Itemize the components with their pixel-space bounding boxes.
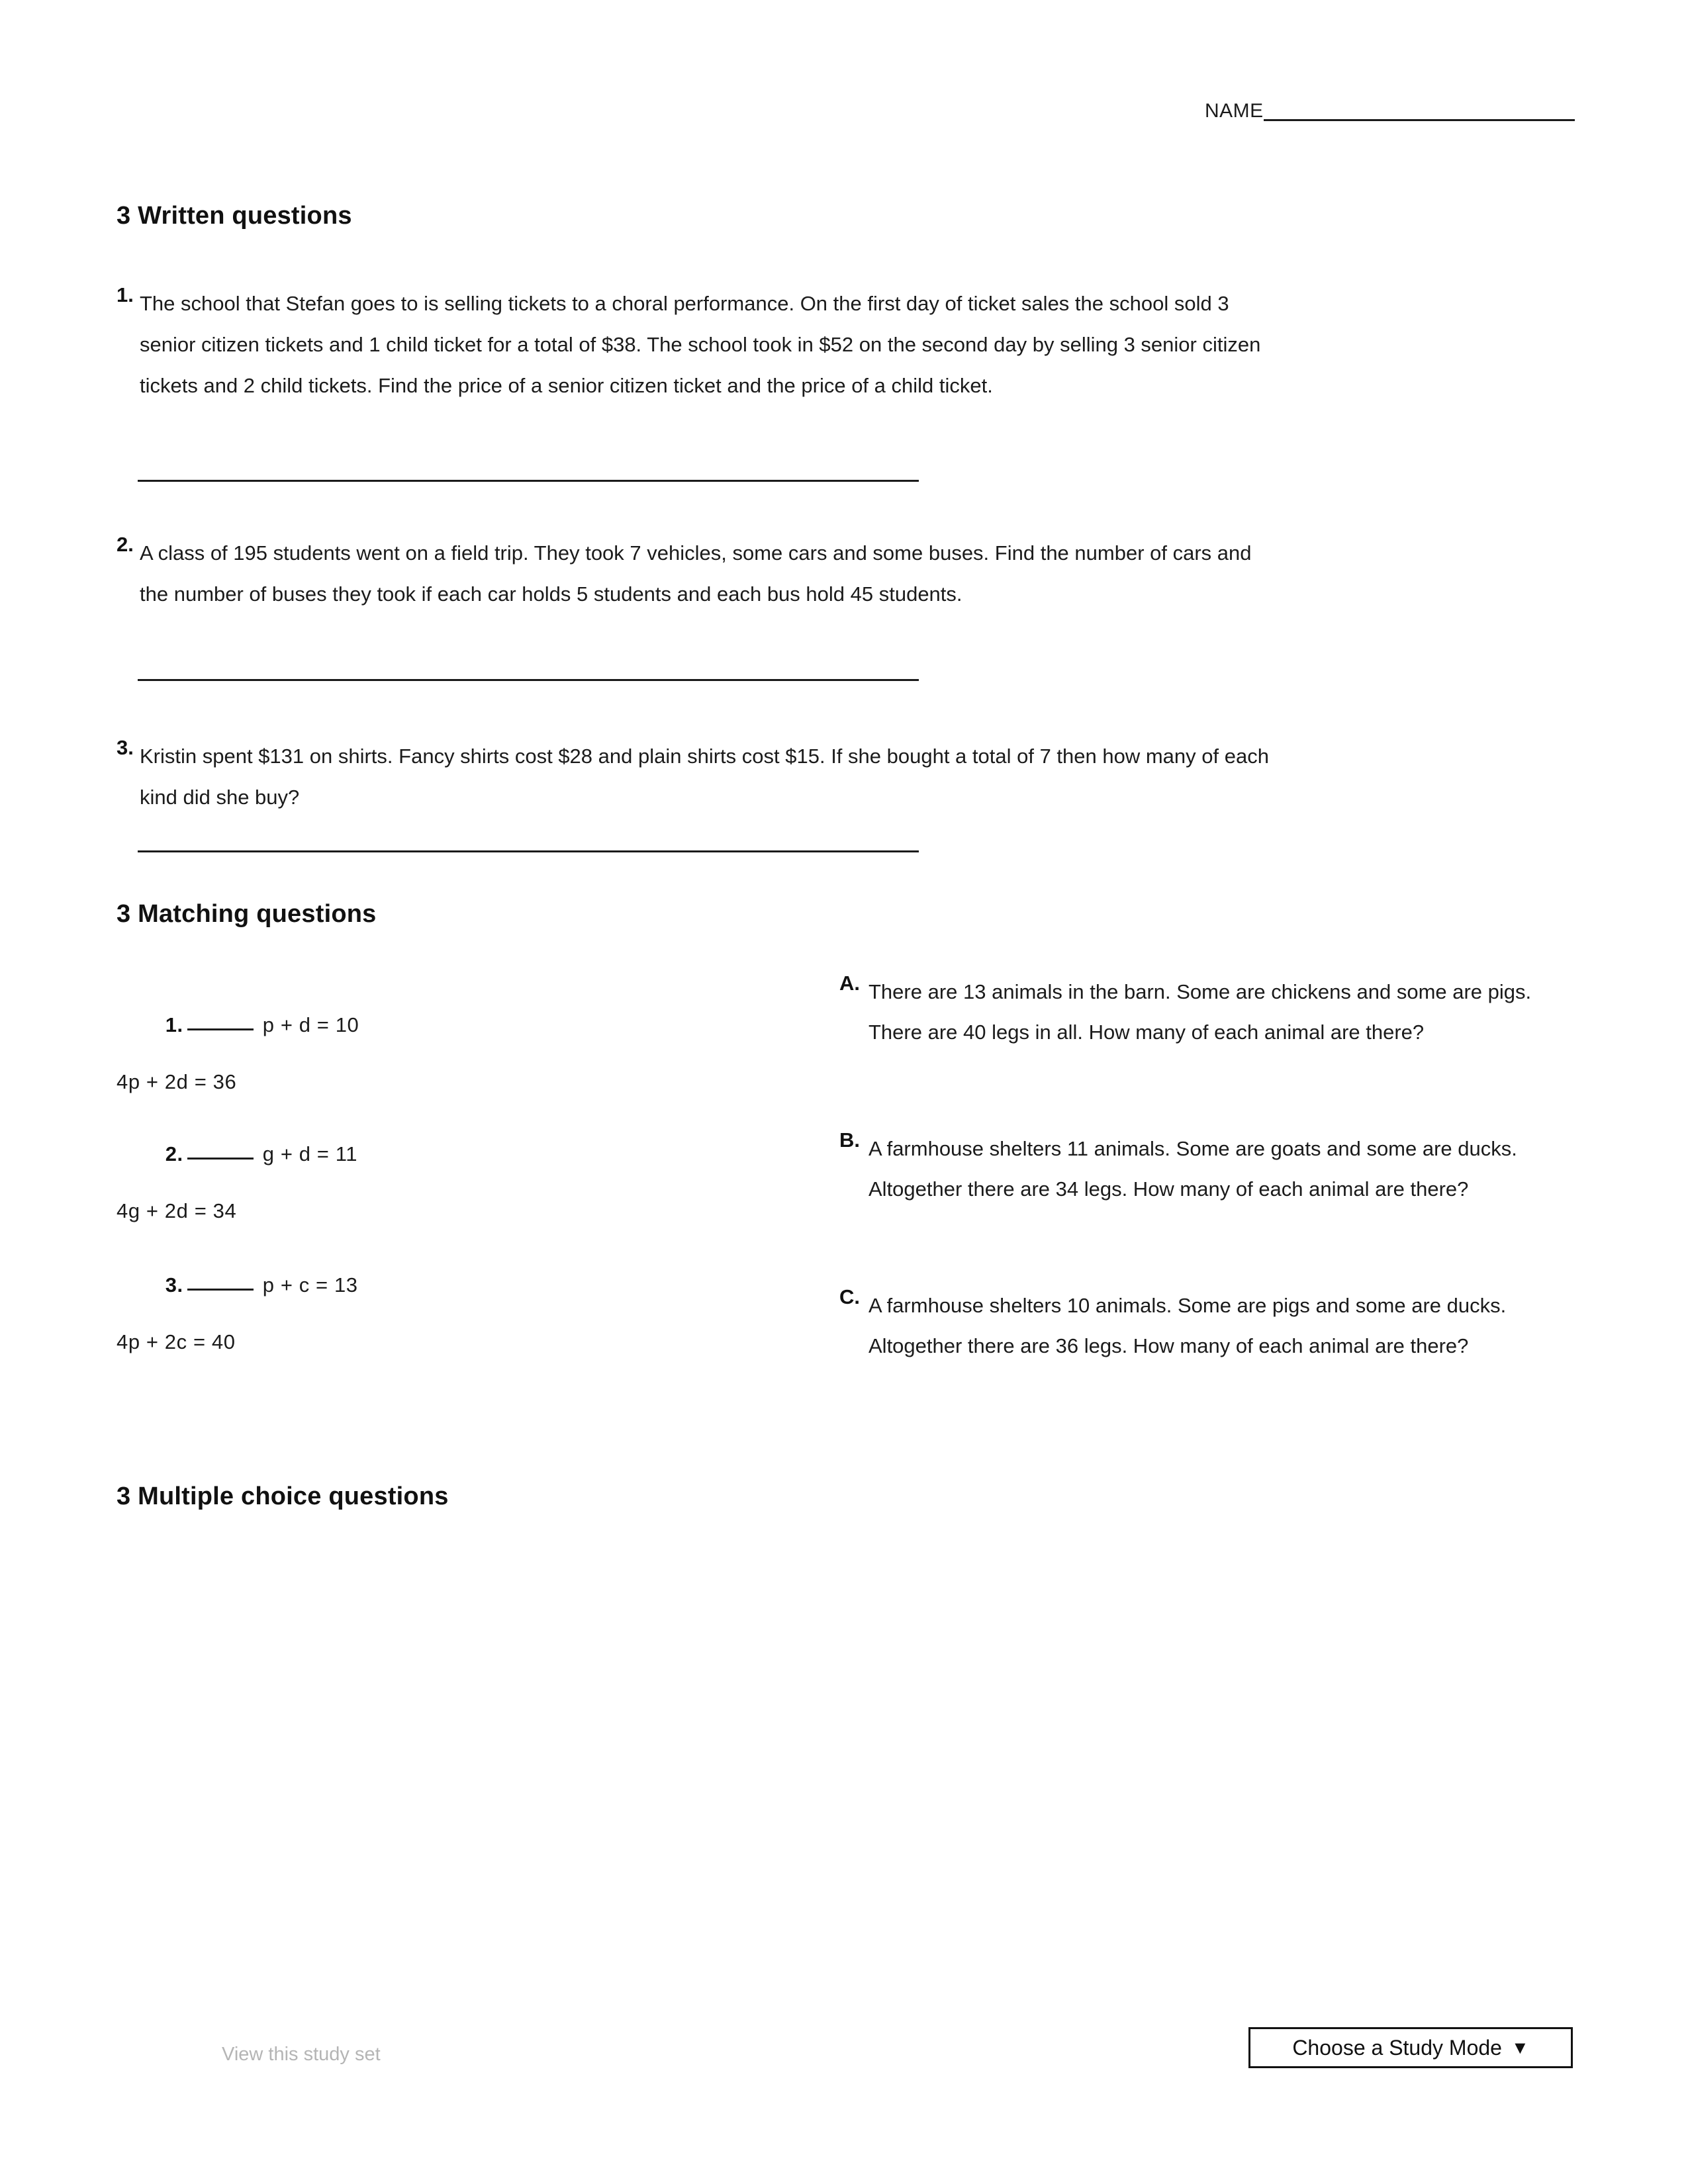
matching-answer-blank[interactable]	[187, 1014, 254, 1030]
matching-choice-letter: B.	[839, 1128, 860, 1152]
answer-line-1[interactable]	[138, 480, 919, 482]
matching-answer-blank[interactable]	[187, 1143, 254, 1160]
name-blank-line[interactable]	[1264, 99, 1575, 121]
matching-item-row	[117, 1118, 712, 1190]
written-question-number: 1.	[117, 283, 134, 306]
matching-questions-heading: 3 Matching questions	[117, 900, 377, 928]
matching-choice-letter: A.	[839, 972, 860, 995]
matching-answer-blank[interactable]	[187, 1274, 254, 1291]
matching-equation-2: 4g + 2d = 34	[117, 1199, 237, 1222]
written-question-text: The school that Stefan goes to is selling tickets to a choral performance. On the first day of ticket sales the school sold 3 senior citizen tickets and 1 child ticket for a total of $38. The school took in $52 on the second day by selling 3 senior citizen tickets and 2 child tickets. Find the price of a senior citizen ticket and the price of a child ticket.	[140, 292, 1261, 397]
written-questions-heading: 3 Written questions	[117, 202, 352, 230]
written-question-text: A class of 195 students went on a field trip. They took 7 vehicles, some cars and some buses. Find the number of cars and the number of buses they took if each car holds 5 students and each bus hold 45 students.	[140, 541, 1252, 606]
matching-item-number: 1.	[165, 1013, 183, 1036]
matching-choice-b	[839, 1128, 1587, 1209]
name-label: NAME	[1205, 100, 1264, 122]
matching-item-row	[117, 1250, 712, 1321]
multiple-choice-questions-heading: 3 Multiple choice questions	[117, 1482, 449, 1510]
study-mode-label: Choose a Study Mode	[1292, 2035, 1502, 2060]
matching-item-row	[117, 989, 712, 1061]
matching-choice-letter: C.	[839, 1285, 860, 1308]
written-question-1	[117, 283, 1308, 406]
matching-choice-text: There are 13 animals in the barn. Some are chickens and some are pigs. There are 40 legs in all. How many of each animal are there?	[868, 980, 1532, 1044]
matching-item-number: 2.	[165, 1142, 183, 1165]
written-question-number: 3.	[117, 736, 134, 759]
matching-choice-c	[839, 1285, 1587, 1366]
view-study-set-link[interactable]: View this study set	[222, 2044, 381, 2065]
matching-choice-a	[839, 972, 1587, 1052]
matching-item-3	[117, 1250, 712, 1354]
matching-item-number: 3.	[165, 1273, 183, 1297]
name-field-row	[1205, 99, 1575, 121]
written-question-2	[117, 533, 1308, 615]
matching-choice-text: A farmhouse shelters 10 animals. Some are pigs and some are ducks. Altogether there are 36 legs. How many of each animal are there?	[868, 1294, 1507, 1357]
written-question-text: Kristin spent $131 on shirts. Fancy shirts cost $28 and plain shirts cost $15. If she bought a total of 7 then how many of each kind did she buy?	[140, 745, 1269, 809]
choose-study-mode-dropdown[interactable]	[1248, 2027, 1573, 2068]
matching-equation-1: p + c = 13	[262, 1273, 358, 1297]
answer-line-3[interactable]	[138, 850, 919, 852]
matching-equation-1: p + d = 10	[262, 1013, 359, 1036]
chevron-down-icon: ▼	[1511, 2037, 1529, 2058]
matching-choice-text: A farmhouse shelters 11 animals. Some are goats and some are ducks. Altogether there are 34 legs. How many of each animal are there?	[868, 1137, 1517, 1201]
matching-equation-1: g + d = 11	[262, 1142, 358, 1165]
written-question-3	[117, 736, 1308, 818]
matching-equation-2: 4p + 2c = 40	[117, 1330, 236, 1353]
matching-equation-2: 4p + 2d = 36	[117, 1070, 237, 1093]
answer-line-2[interactable]	[138, 679, 919, 681]
matching-item-1	[117, 989, 712, 1094]
written-question-number: 2.	[117, 533, 134, 556]
matching-item-2	[117, 1118, 712, 1223]
